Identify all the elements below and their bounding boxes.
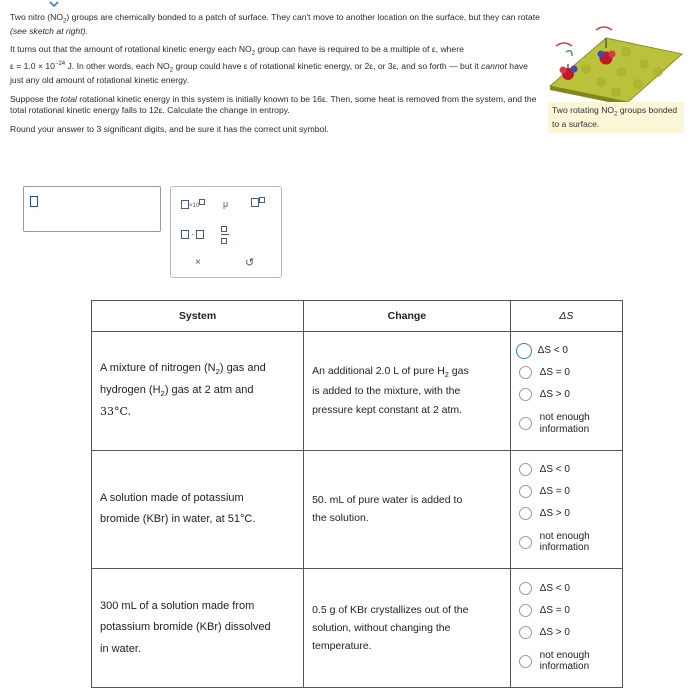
math-palette [170,186,282,278]
delta-s-options [510,569,622,688]
radio-button[interactable] [519,626,532,639]
header-delta-s: ΔS [510,301,622,332]
delta-s-options [510,332,622,451]
problem-paragraph-2: It turns out that the amount of rotational kinetic energy each $NO_2$ group can have is required to be a multiple of ε, where [10,44,464,58]
option-ds-zero[interactable]: ΔS = 0 [519,599,622,621]
radio-button[interactable] [519,536,532,549]
option-ds-negative[interactable]: ΔS < 0 [519,577,622,599]
option-ds-zero[interactable]: ΔS = 0 [519,480,622,502]
system-cell: 300 mL of a solution made from potassium bromide (KBr) dissolved in water. [92,569,304,688]
change-cell: 50. mL of pure water is added to the solution. [304,450,511,569]
table-header-row [92,301,623,332]
fraction-button[interactable] [221,223,229,245]
table-row [92,569,623,688]
radio-button[interactable] [519,388,532,401]
radio-button[interactable] [519,604,532,617]
radio-button[interactable] [519,507,532,520]
problem-paragraph-1: Two nitro $(NO_2)$ groups are chemically bonded to a patch of surface. They can't move to another location on the surface, but they can rotate (see sketch at right). [10,12,540,36]
option-ds-zero[interactable]: ΔS = 0 [519,362,622,384]
option-ds-negative[interactable]: ΔS < 0 [519,458,622,480]
power-of-ten-button[interactable]: ×10 [181,199,205,209]
figure-caption: Two rotating $NO_2$ groups bonded to a surface. [548,102,684,133]
option-not-enough-info[interactable]: not enough information [519,643,622,679]
table-row [92,332,623,451]
option-ds-negative[interactable]: ΔS < 0 [519,340,622,362]
clear-button[interactable]: × [195,257,201,268]
input-cursor-box [30,196,38,207]
radio-button[interactable] [519,417,532,430]
radio-button[interactable] [519,485,532,498]
radio-button[interactable] [519,366,532,379]
micro-button[interactable]: μ [223,199,229,209]
entropy-table [91,300,623,688]
undo-button[interactable]: ↺ [245,257,255,269]
answer-input[interactable] [23,186,161,232]
system-cell: A solution made of potassium bromide (KBr) in water, at 51°C. [92,450,304,569]
multiply-dot-button[interactable]: · [181,229,204,239]
problem-statement [10,12,540,142]
problem-paragraph-3: $\varepsilon = 1.0 \times 10^{-24}$ J. In other words, each $NO_2$ group could have ε of rotational kinetic energy, or 2ε, or 3ε, and so forth — but it cannot have just any old amount of rotational kinetic energy. [10,61,528,85]
radio-button[interactable] [519,463,532,476]
option-ds-positive[interactable]: ΔS > 0 [519,621,622,643]
radio-button[interactable] [516,343,532,359]
problem-paragraph-5: Round your answer to 3 significant digits, and be sure it has the correct unit symbol. [10,123,329,134]
change-cell: 0.5 g of KBr crystallizes out of the solution, without changing the temperature. [304,569,511,688]
option-not-enough-info[interactable]: not enough information [519,406,622,442]
superscript-button[interactable] [251,197,265,207]
change-cell: An additional 2.0 L of pure $H_2$ gas is added to the mixture, with the pressure kept constant at 2 atm. [304,332,511,451]
option-ds-positive[interactable]: ΔS > 0 [519,384,622,406]
header-change: Change [304,301,511,332]
radio-button[interactable] [519,582,532,595]
table-row [92,450,623,569]
option-not-enough-info[interactable]: not enough information [519,524,622,560]
chevron-down-icon[interactable] [49,0,59,8]
system-cell: A mixture of nitrogen $(N_2)$ gas and hydrogen $(H_2)$ gas at 2 atm and 33°C. [92,332,304,451]
option-ds-positive[interactable]: ΔS > 0 [519,502,622,524]
problem-paragraph-4: Suppose the total rotational kinetic energy in this system is initially known to be 16ε. Then, some heat is removed from the system, and the total rotational kinetic energy falls to 12ε. Calculate the change in entropy. [10,93,537,116]
radio-button[interactable] [519,655,532,668]
delta-s-options [510,450,622,569]
header-system: System [92,301,304,332]
